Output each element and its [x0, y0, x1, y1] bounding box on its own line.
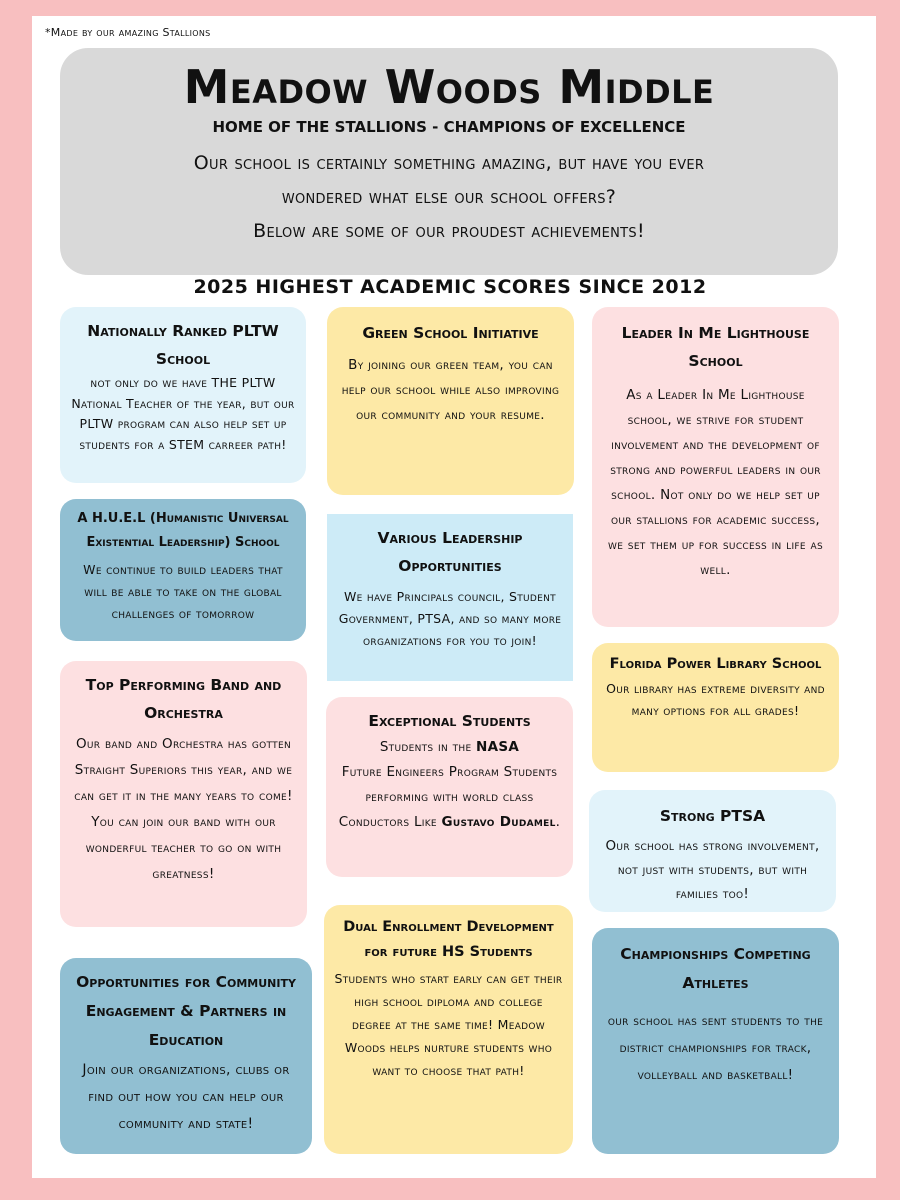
- card-title: A H.U.E.L (Humanistic Universal Existential Leadership) School: [77, 511, 289, 550]
- card-title: Green School Initiative: [362, 324, 539, 342]
- school-tagline: HOME OF THE STALLIONS - CHAMPIONS OF EXCELLENCE: [212, 118, 686, 136]
- card-title: Florida Power Library School: [609, 656, 822, 672]
- card-title: Various Leadership Opportunities: [377, 529, 523, 575]
- card-body: Our band and Orchestra has gotten Straight Superiors this year, and we can get it in the many years to come! You can join our band with our wonderful teacher to go on with greatness!: [74, 736, 293, 882]
- card-body: We continue to build leaders that will be able to take on the global challenges of tomorrow: [83, 562, 283, 621]
- card-text: Future Engineers Program Students performing with world class Conductors Like: [338, 764, 558, 830]
- card-body: We have Principals council, Student Government, PTSA, and so many more organizations for you to join!: [338, 589, 562, 648]
- card-dual: [324, 905, 573, 1154]
- header-panel: [60, 48, 838, 275]
- card-athletes: [592, 928, 839, 1154]
- card-title: Leader In Me Lighthouse School: [621, 324, 810, 370]
- card-body: Students who start early can get their high school diploma and college degree at the same time! Meadow Woods helps nurture students who want to choose that path!: [334, 971, 563, 1078]
- card-title: Nationally Ranked PLTW School: [87, 322, 279, 368]
- card-pltw: [60, 307, 306, 483]
- intro-line: Below are some of our proudest achievements!: [253, 220, 645, 242]
- card-title: Exceptional Students: [368, 712, 531, 730]
- card-body: Our school has strong involvement, not just with students, but with families too!: [605, 838, 820, 902]
- card-title: Strong PTSA: [659, 807, 766, 825]
- card-huel: [60, 499, 306, 641]
- card-text: .: [555, 814, 561, 830]
- card-ptsa: [589, 790, 836, 912]
- intro-text: [60, 146, 838, 248]
- card-body: Join our organizations, clubs or find out how you can help our community and state!: [82, 1062, 290, 1132]
- card-body: [336, 735, 563, 835]
- card-students: [326, 697, 573, 877]
- card-title: Top Performing Band and Orchestra: [85, 676, 282, 722]
- card-highlight: Gustavo Dudamel: [441, 814, 556, 830]
- intro-line: wondered what else our school offers?: [281, 186, 617, 208]
- card-green: [327, 307, 574, 495]
- card-library: [592, 643, 839, 772]
- card-body: As a Leader In Me Lighthouse school, we strive for student involvement and the development of strong and powerful leaders in our school. Not only do we help set up our stallions for academic success, we set them up for success in life as well.: [608, 387, 823, 578]
- card-body: By joining our green team, you can help our school while also improving our community and your resume.: [341, 357, 560, 423]
- card-text: Students in the: [379, 739, 477, 755]
- intro-line: Our school is certainly something amazing, but have you ever: [193, 152, 705, 174]
- card-highlight: NASA: [476, 739, 520, 755]
- card-band: [60, 661, 307, 927]
- card-body: Our library has extreme diversity and many options for all grades!: [606, 681, 825, 718]
- card-leader: [592, 307, 839, 627]
- card-title: Dual Enrollment Development for future HS Students: [343, 919, 554, 960]
- card-body: not only do we have THE PLTW National Teacher of the year, but our PLTW program can also help set up students for a STEM carreer path!: [71, 375, 295, 452]
- credit-note: *Made by our amazing Stallions: [45, 26, 211, 39]
- card-leadership: [327, 514, 573, 681]
- academic-banner: 2025 HIGHEST ACADEMIC SCORES SINCE 2012: [193, 276, 707, 298]
- card-body: our school has sent students to the district championships for track, volleyball and basketball!: [607, 1013, 824, 1083]
- card-community: [60, 958, 312, 1154]
- card-title: Opportunities for Community Engagement & Partners in Education: [76, 973, 296, 1049]
- card-title: Championships Competing Athletes: [620, 945, 811, 992]
- school-title: Meadow Woods Middle: [183, 60, 715, 114]
